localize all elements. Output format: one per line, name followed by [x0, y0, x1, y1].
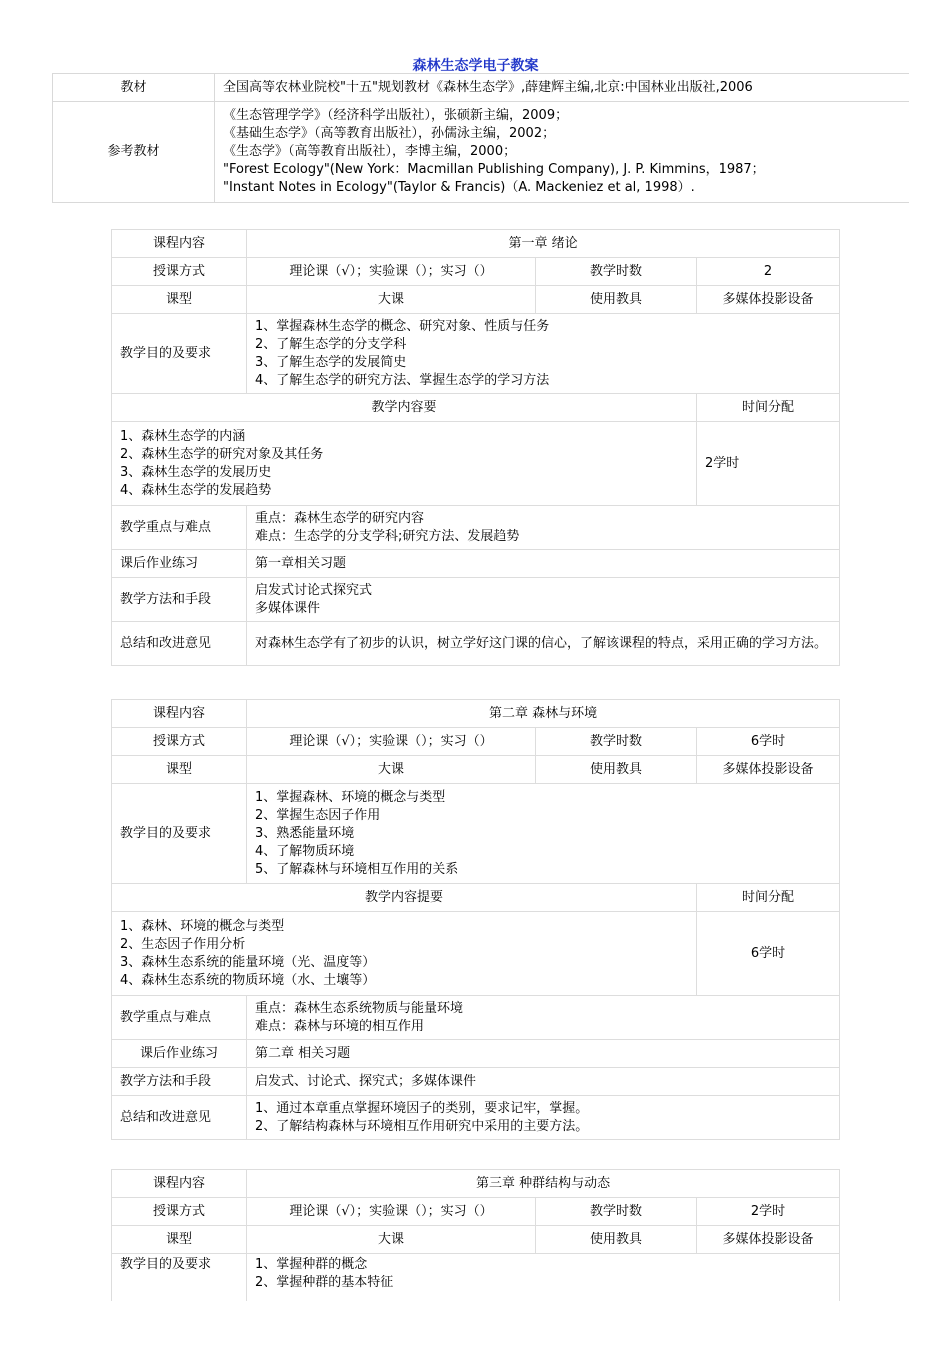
objectives-label: 教学目的及要求	[112, 314, 247, 394]
hours-label: 教学时数	[536, 258, 697, 286]
reference-item: 《生态管理学学》（经济科学出版社），张硕新主编，2009；	[223, 108, 569, 123]
teaching-mode-value: 理论课（√）；实验课（）；实习（）	[247, 728, 536, 756]
homework-value: 第一章相关习题	[247, 550, 840, 578]
course-content-value: 第一章 绪论	[247, 230, 840, 258]
page-bottom-margin	[0, 1301, 951, 1347]
page-title: 森林生态学电子教案	[412, 58, 539, 74]
tools-value: 多媒体投影设备	[697, 286, 840, 314]
tools-label: 使用教具	[536, 286, 697, 314]
chapter-2-table	[111, 699, 840, 1140]
references-label: 参考教材	[53, 102, 215, 203]
course-type-value: 大课	[247, 286, 536, 314]
outline-value: 1、森林生态学的内涵 2、森林生态学的研究对象及其任务 3、森林生态学的发展历史 4、森林生态学的发展趋势	[112, 422, 697, 506]
summary-value: 对森林生态学有了初步的认识，树立学好这门课的信心，了解该课程的特点，采用正确的学习方法。	[247, 622, 840, 666]
homework-value: 第二章 相关习题	[247, 1040, 840, 1068]
methods-value: 启发式、讨论式、探究式；多媒体课件	[247, 1068, 840, 1096]
course-content-value: 第二章 森林与环境	[247, 700, 840, 728]
course-type-value: 大课	[247, 756, 536, 784]
reference-item: "Forest Ecology"(New York：Macmillan Publishing Company), J. P. Kimmins，1987；	[223, 162, 765, 177]
tools-value: 多媒体投影设备	[697, 1226, 840, 1254]
outline-value: 1、森林、环境的概念与类型 2、生态因子作用分析 3、森林生态系统的能量环境（光、温度等） 4、森林生态系统的物质环境（水、土壤等）	[112, 912, 697, 996]
homework-label: 课后作业练习	[112, 550, 247, 578]
teaching-mode-label: 授课方式	[112, 728, 247, 756]
reference-item: 《生态学》（高等教育出版社），李博主编，2000；	[223, 144, 517, 159]
objectives-value: 1、掌握种群的概念 2、掌握种群的基本特征	[247, 1254, 840, 1334]
hours-value: 2学时	[697, 1198, 840, 1226]
homework-label: 课后作业练习	[112, 1040, 247, 1068]
reference-item: 《基础生态学》（高等教育出版社），孙儒泳主编，2002；	[223, 126, 556, 141]
tools-label: 使用教具	[536, 756, 697, 784]
tools-label: 使用教具	[536, 1226, 697, 1254]
textbook-label: 教材	[53, 74, 215, 102]
course-content-label: 课程内容	[112, 700, 247, 728]
objectives-label: 教学目的及要求	[112, 1254, 247, 1334]
time-alloc-label: 时间分配	[697, 394, 840, 422]
teaching-mode-value: 理论课（√）；实验课（）；实习（）	[247, 258, 536, 286]
teaching-mode-label: 授课方式	[112, 1198, 247, 1226]
hours-label: 教学时数	[536, 728, 697, 756]
summary-label: 总结和改进意见	[112, 1096, 247, 1140]
methods-value: 启发式讨论式探究式 多媒体课件	[247, 578, 840, 622]
methods-label: 教学方法和手段	[112, 578, 247, 622]
chapter-1-table	[111, 229, 840, 666]
hours-value: 2	[697, 258, 840, 286]
outline-label: 教学内容提要	[112, 884, 697, 912]
tools-value: 多媒体投影设备	[697, 756, 840, 784]
time-value: 6学时	[697, 912, 840, 996]
course-content-label: 课程内容	[112, 1170, 247, 1198]
time-value: 2学时	[697, 422, 840, 506]
references-list	[215, 102, 909, 203]
textbook-table	[52, 73, 909, 203]
course-type-value: 大课	[247, 1226, 536, 1254]
summary-label: 总结和改进意见	[112, 622, 247, 666]
key-points-label: 教学重点与难点	[112, 996, 247, 1040]
course-content-label: 课程内容	[112, 230, 247, 258]
textbook-value: 全国高等农林业院校"十五"规划教材《森林生态学》,薛建辉主编,北京:中国林业出版社,2006	[215, 74, 909, 102]
outline-label: 教学内容要	[112, 394, 697, 422]
teaching-mode-value: 理论课（√）；实验课（）；实习（）	[247, 1198, 536, 1226]
teaching-mode-label: 授课方式	[112, 258, 247, 286]
reference-item: "Instant Notes in Ecology"(Taylor & Francis)（A. Mackeniez et al, 1998）.	[223, 180, 695, 195]
objectives-label: 教学目的及要求	[112, 784, 247, 884]
course-content-value: 第三章 种群结构与动态	[247, 1170, 840, 1198]
course-type-label: 课型	[112, 1226, 247, 1254]
hours-label: 教学时数	[536, 1198, 697, 1226]
key-points-value: 重点：森林生态系统物质与能量环境 难点：森林与环境的相互作用	[247, 996, 840, 1040]
key-points-value: 重点：森林生态学的研究内容 难点：生态学的分支学科;研究方法、发展趋势	[247, 506, 840, 550]
course-type-label: 课型	[112, 756, 247, 784]
time-alloc-label: 时间分配	[697, 884, 840, 912]
course-type-label: 课型	[112, 286, 247, 314]
key-points-label: 教学重点与难点	[112, 506, 247, 550]
objectives-value: 1、掌握森林、环境的概念与类型 2、掌握生态因子作用 3、熟悉能量环境 4、了解物质环境 5、了解森林与环境相互作用的关系	[247, 784, 840, 884]
objectives-value: 1、掌握森林生态学的概念、研究对象、性质与任务 2、了解生态学的分支学科 3、了解生态学的发展简史 4、了解生态学的研究方法、掌握生态学的学习方法	[247, 314, 840, 394]
methods-label: 教学方法和手段	[112, 1068, 247, 1096]
summary-value: 1、通过本章重点掌握环境因子的类别，要求记牢，掌握。 2、了解结构森林与环境相互作用研究中采用的主要方法。	[247, 1096, 840, 1140]
hours-value: 6学时	[697, 728, 840, 756]
